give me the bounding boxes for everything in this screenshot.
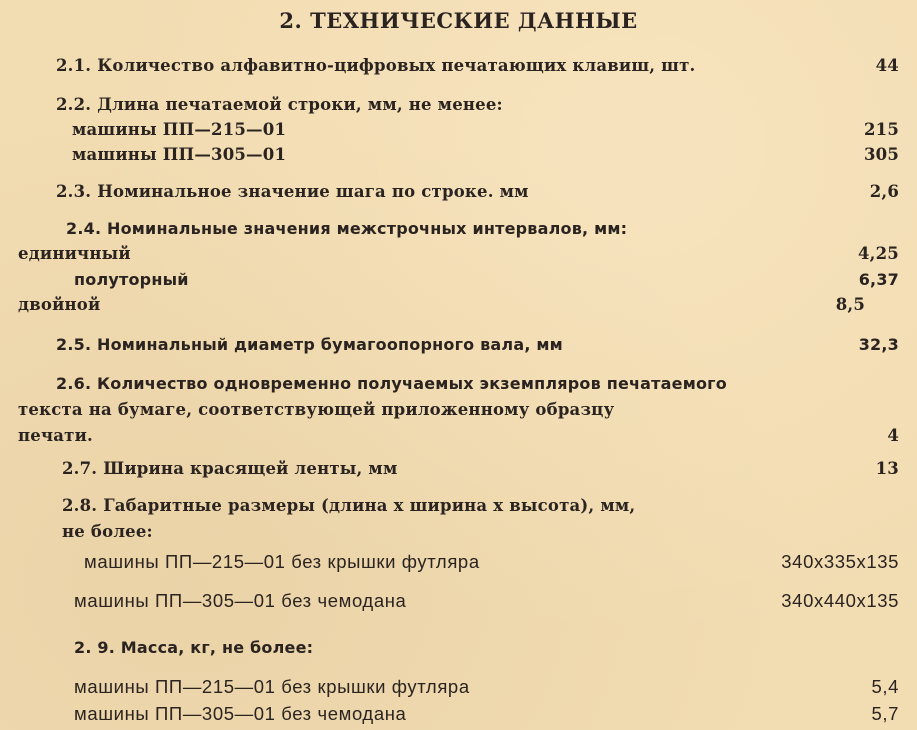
item-2-8-line1: [0, 492, 917, 520]
item-2-4-row2-value: 6,37: [858, 270, 899, 289]
item-2-8-line2: [0, 518, 917, 546]
item-2-9-row1-label: машины ПП—215—01 без крышки футляра: [74, 676, 470, 697]
item-2-9-row2-label: машины ПП—305—01 без чемодана: [74, 703, 407, 724]
item-2-4-row1-label: единичный: [18, 244, 131, 263]
item-2-7-label: 2.7. Ширина красящей ленты, мм: [62, 459, 398, 478]
item-2-4-row: [0, 291, 917, 319]
item-2-6-line1-text: 2.6. Количество одновременно получаемых экземпляров печатаемого: [56, 374, 727, 393]
item-2-8-row: [0, 548, 917, 576]
item-2-4-row1-value: 4,25: [858, 244, 899, 263]
item-2-9-row: [0, 673, 917, 701]
item-2-1: [0, 52, 917, 80]
item-2-4-row2-label: полуторный: [74, 270, 189, 289]
item-2-4-row3-value: 8,5: [835, 295, 865, 314]
item-2-6-value: 4: [887, 426, 899, 445]
item-2-2-row1-label: машины ПП—215—01: [72, 120, 287, 139]
item-2-5-label: 2.5. Номинальный диаметр бумагоопорного вала, мм: [56, 335, 563, 354]
item-2-2-row: [0, 116, 917, 144]
item-2-3-value: 2,6: [869, 182, 899, 201]
item-2-9-row2-value: 5,7: [871, 703, 899, 724]
item-2-8-row2-label: машины ПП—305—01 без чемодана: [74, 590, 407, 611]
item-2-4-row3-label: двойной: [18, 295, 101, 314]
item-2-5-value: 32,3: [858, 335, 899, 354]
item-2-6-line1: [0, 370, 917, 398]
item-2-2-label: 2.2. Длина печатаемой строки, мм, не менее:: [56, 95, 503, 114]
item-2-9-label: 2. 9. Масса, кг, не более:: [74, 638, 314, 657]
item-2-1-value: 44: [875, 56, 899, 75]
item-2-8-row1-value: 340х335х135: [781, 551, 899, 572]
item-2-9-row1-value: 5,4: [871, 676, 899, 697]
item-2-4: [0, 215, 917, 243]
item-2-6-line2: [0, 396, 917, 424]
item-2-5: [0, 331, 917, 359]
item-2-8-line2-text: не более:: [62, 522, 153, 541]
item-2-3-label: 2.3. Номинальное значение шага по строке. мм: [56, 182, 529, 201]
item-2-2-row: [0, 141, 917, 169]
item-2-6-line3: [0, 422, 917, 450]
item-2-9-row: [0, 700, 917, 728]
item-2-6-line2-text: текста на бумаге, соответствующей приложенному образцу: [18, 400, 615, 419]
item-2-2-row2-label: машины ПП—305—01: [72, 145, 287, 164]
item-2-4-row: [0, 266, 917, 294]
item-2-9: [0, 634, 917, 662]
item-2-3: [0, 178, 917, 206]
item-2-2: [0, 91, 917, 119]
item-2-7: [0, 455, 917, 483]
item-2-4-row: [0, 240, 917, 268]
item-2-8-line1-text: 2.8. Габаритные размеры (длина х ширина х высота), мм,: [62, 496, 636, 515]
item-2-4-label: 2.4. Номинальные значения межстрочных интервалов, мм:: [66, 219, 628, 238]
item-2-8-row1-label: машины ПП—215—01 без крышки футляра: [84, 551, 480, 572]
item-2-8-row2-value: 340х440х135: [781, 590, 899, 611]
item-2-8-row: [0, 587, 917, 615]
item-2-2-row2-value: 305: [863, 145, 899, 164]
item-2-2-row1-value: 215: [863, 120, 899, 139]
section-title: 2. ТЕХНИЧЕСКИЕ ДАННЫЕ: [279, 8, 638, 33]
item-2-1-label: 2.1. Количество алфавитно-цифровых печатающих клавиш, шт.: [56, 56, 696, 75]
item-2-7-value: 13: [875, 459, 899, 478]
item-2-6-line3-text: печати.: [18, 426, 93, 445]
